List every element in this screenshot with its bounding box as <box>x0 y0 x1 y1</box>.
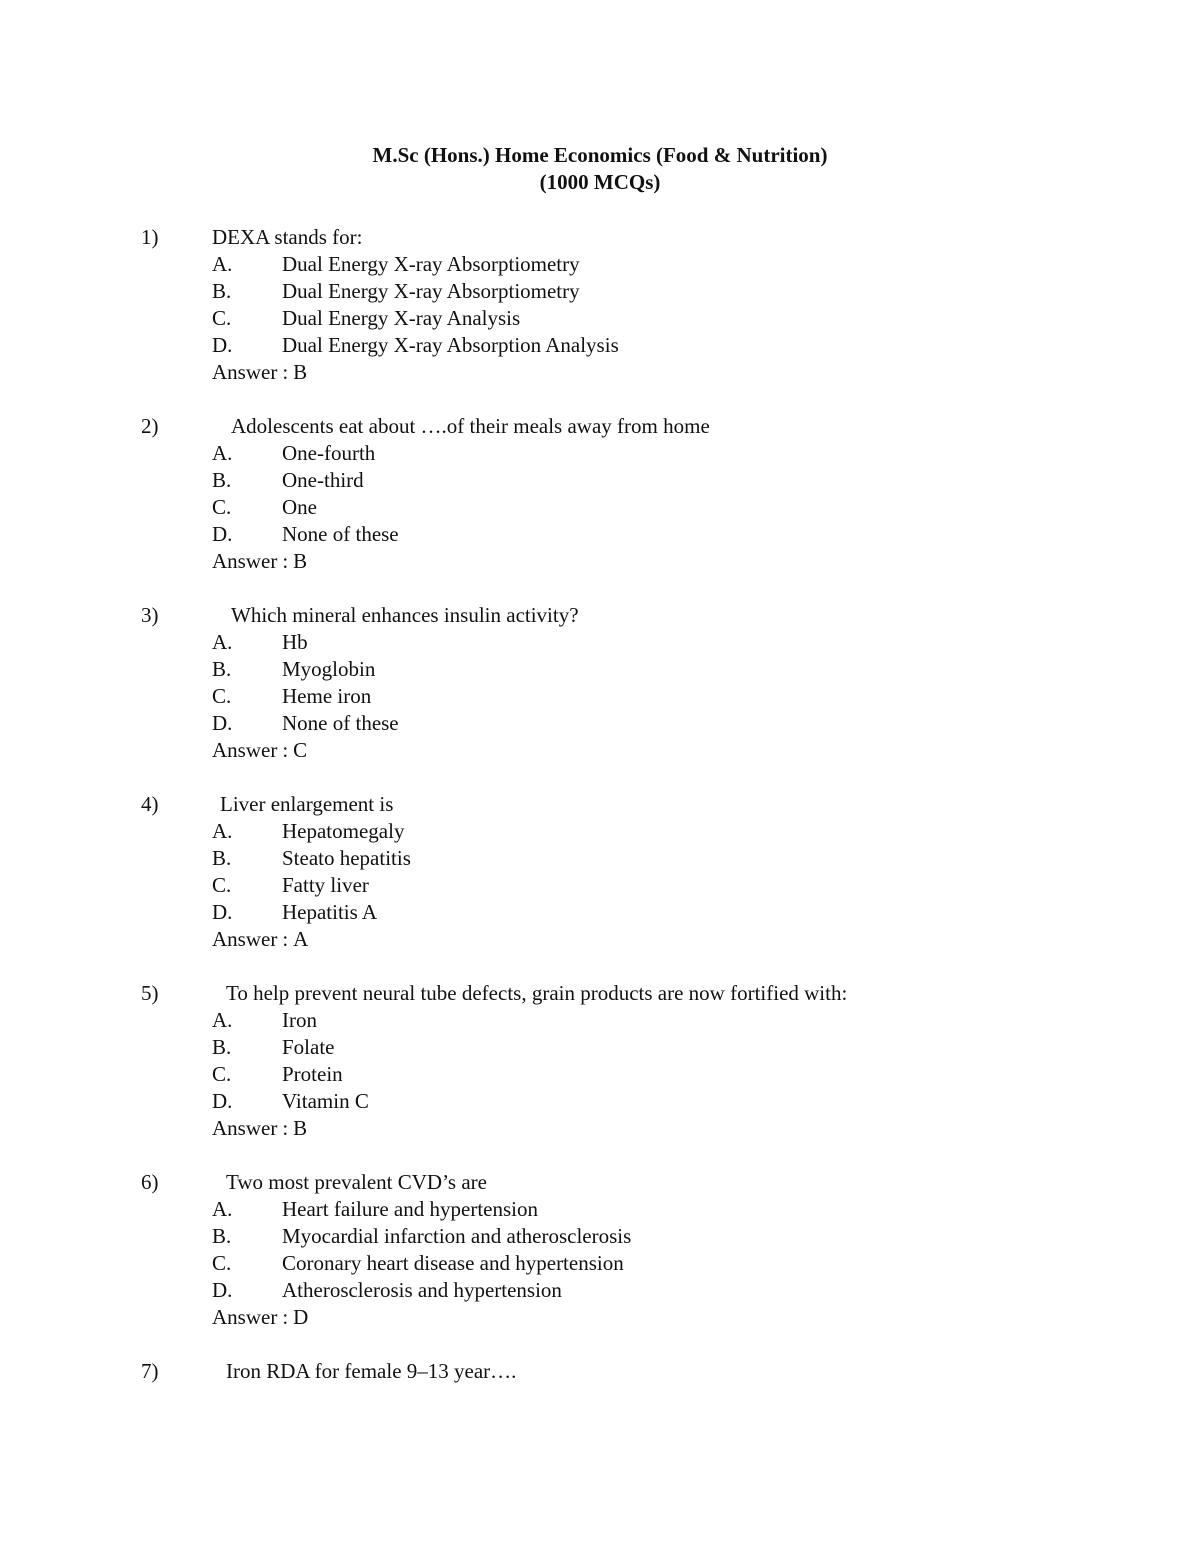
question-number: 4) <box>141 792 159 816</box>
question-number: 7) <box>141 1359 159 1383</box>
option-b <box>0 1223 1200 1250</box>
option-text: Hepatitis A <box>282 900 378 924</box>
option-text: Dual Energy X-ray Absorptiometry <box>282 279 580 303</box>
question-number: 6) <box>141 1170 159 1194</box>
answer-label: Answer <box>212 360 278 384</box>
title-line-1: M.Sc (Hons.) Home Economics (Food & Nutrition) <box>372 143 828 167</box>
option-letter: A. <box>212 630 233 654</box>
option-c <box>0 683 1200 710</box>
option-letter: C. <box>212 495 232 519</box>
option-a <box>0 818 1200 845</box>
answer-line <box>0 737 1200 764</box>
option-letter: B. <box>212 657 232 681</box>
answer-separator: : <box>282 360 289 384</box>
option-letter: A. <box>212 252 233 276</box>
question-text: Iron RDA for female 9–13 year…. <box>226 1359 517 1383</box>
answer-line <box>0 1115 1200 1142</box>
option-text: Heme iron <box>282 684 372 708</box>
option-text: Dual Energy X-ray Absorption Analysis <box>282 333 619 357</box>
option-d <box>0 899 1200 926</box>
answer-separator: : <box>282 927 289 951</box>
option-letter: C. <box>212 873 232 897</box>
document-title <box>0 142 1200 196</box>
option-b <box>0 845 1200 872</box>
answer-separator: : <box>282 738 289 762</box>
option-d <box>0 710 1200 737</box>
question-text: Which mineral enhances insulin activity? <box>231 603 579 627</box>
option-c <box>0 494 1200 521</box>
option-b <box>0 467 1200 494</box>
answer-label: Answer <box>212 549 278 573</box>
option-text: One <box>282 495 317 519</box>
answer-line <box>0 548 1200 575</box>
answer-value: D <box>293 1305 309 1329</box>
answer-value: A <box>293 927 309 951</box>
option-text: Iron <box>282 1008 317 1032</box>
option-letter: A. <box>212 1008 233 1032</box>
answer-value: B <box>293 549 308 573</box>
question-text: Two most prevalent CVD’s are <box>226 1170 487 1194</box>
question-2 <box>0 413 1200 575</box>
option-c <box>0 305 1200 332</box>
option-a <box>0 1007 1200 1034</box>
option-b <box>0 278 1200 305</box>
option-a <box>0 1196 1200 1223</box>
option-letter: D. <box>212 1278 233 1302</box>
option-text: Dual Energy X-ray Absorptiometry <box>282 252 580 276</box>
option-letter: A. <box>212 441 233 465</box>
option-text: One-fourth <box>282 441 376 465</box>
answer-label: Answer <box>212 927 278 951</box>
answer-separator: : <box>282 1116 289 1140</box>
answer-value: B <box>293 360 308 384</box>
option-d <box>0 521 1200 548</box>
option-text: Atherosclerosis and hypertension <box>282 1278 562 1302</box>
option-a <box>0 251 1200 278</box>
question-3 <box>0 602 1200 764</box>
option-letter: D. <box>212 333 233 357</box>
option-text: Dual Energy X-ray Analysis <box>282 306 521 330</box>
option-letter: C. <box>212 306 232 330</box>
option-letter: B. <box>212 1224 232 1248</box>
answer-line <box>0 926 1200 953</box>
question-number: 2) <box>141 414 159 438</box>
option-letter: B. <box>212 846 232 870</box>
question-1 <box>0 224 1200 386</box>
option-c <box>0 872 1200 899</box>
option-text: Fatty liver <box>282 873 369 897</box>
option-text: Myoglobin <box>282 657 376 681</box>
option-b <box>0 656 1200 683</box>
option-text: Steato hepatitis <box>282 846 411 870</box>
question-text: To help prevent neural tube defects, grain products are now fortified with: <box>226 981 848 1005</box>
option-b <box>0 1034 1200 1061</box>
question-6 <box>0 1169 1200 1331</box>
question-7 <box>0 1358 1200 1385</box>
answer-line <box>0 359 1200 386</box>
option-text: Heart failure and hypertension <box>282 1197 538 1221</box>
option-letter: C. <box>212 1251 232 1275</box>
option-text: Protein <box>282 1062 343 1086</box>
option-d <box>0 1277 1200 1304</box>
option-text: One-third <box>282 468 364 492</box>
option-a <box>0 629 1200 656</box>
title-line-2: (1000 MCQs) <box>539 170 661 194</box>
option-text: Folate <box>282 1035 335 1059</box>
question-text: Adolescents eat about ….of their meals away from home <box>231 414 710 438</box>
question-text: Liver enlargement is <box>220 792 394 816</box>
answer-label: Answer <box>212 1116 278 1140</box>
option-letter: C. <box>212 1062 232 1086</box>
answer-separator: : <box>282 1305 289 1329</box>
option-letter: D. <box>212 1089 233 1113</box>
option-letter: B. <box>212 279 232 303</box>
question-number: 3) <box>141 603 159 627</box>
answer-label: Answer <box>212 1305 278 1329</box>
option-text: Vitamin C <box>282 1089 369 1113</box>
question-number: 1) <box>141 225 159 249</box>
option-text: None of these <box>282 522 399 546</box>
question-4 <box>0 791 1200 953</box>
answer-value: C <box>293 738 308 762</box>
option-letter: C. <box>212 684 232 708</box>
option-letter: D. <box>212 900 233 924</box>
option-a <box>0 440 1200 467</box>
option-d <box>0 1088 1200 1115</box>
answer-label: Answer <box>212 738 278 762</box>
option-letter: A. <box>212 1197 233 1221</box>
answer-separator: : <box>282 549 289 573</box>
option-letter: A. <box>212 819 233 843</box>
option-c <box>0 1250 1200 1277</box>
question-list <box>0 224 1200 1412</box>
option-c <box>0 1061 1200 1088</box>
option-letter: B. <box>212 1035 232 1059</box>
option-text: None of these <box>282 711 399 735</box>
answer-line <box>0 1304 1200 1331</box>
option-letter: B. <box>212 468 232 492</box>
option-text: Coronary heart disease and hypertension <box>282 1251 624 1275</box>
answer-value: B <box>293 1116 308 1140</box>
option-text: Hepatomegaly <box>282 819 405 843</box>
option-letter: D. <box>212 522 233 546</box>
option-letter: D. <box>212 711 233 735</box>
question-number: 5) <box>141 981 159 1005</box>
option-text: Hb <box>282 630 308 654</box>
option-d <box>0 332 1200 359</box>
question-5 <box>0 980 1200 1142</box>
option-text: Myocardial infarction and atherosclerosis <box>282 1224 632 1248</box>
question-text: DEXA stands for: <box>212 225 363 249</box>
